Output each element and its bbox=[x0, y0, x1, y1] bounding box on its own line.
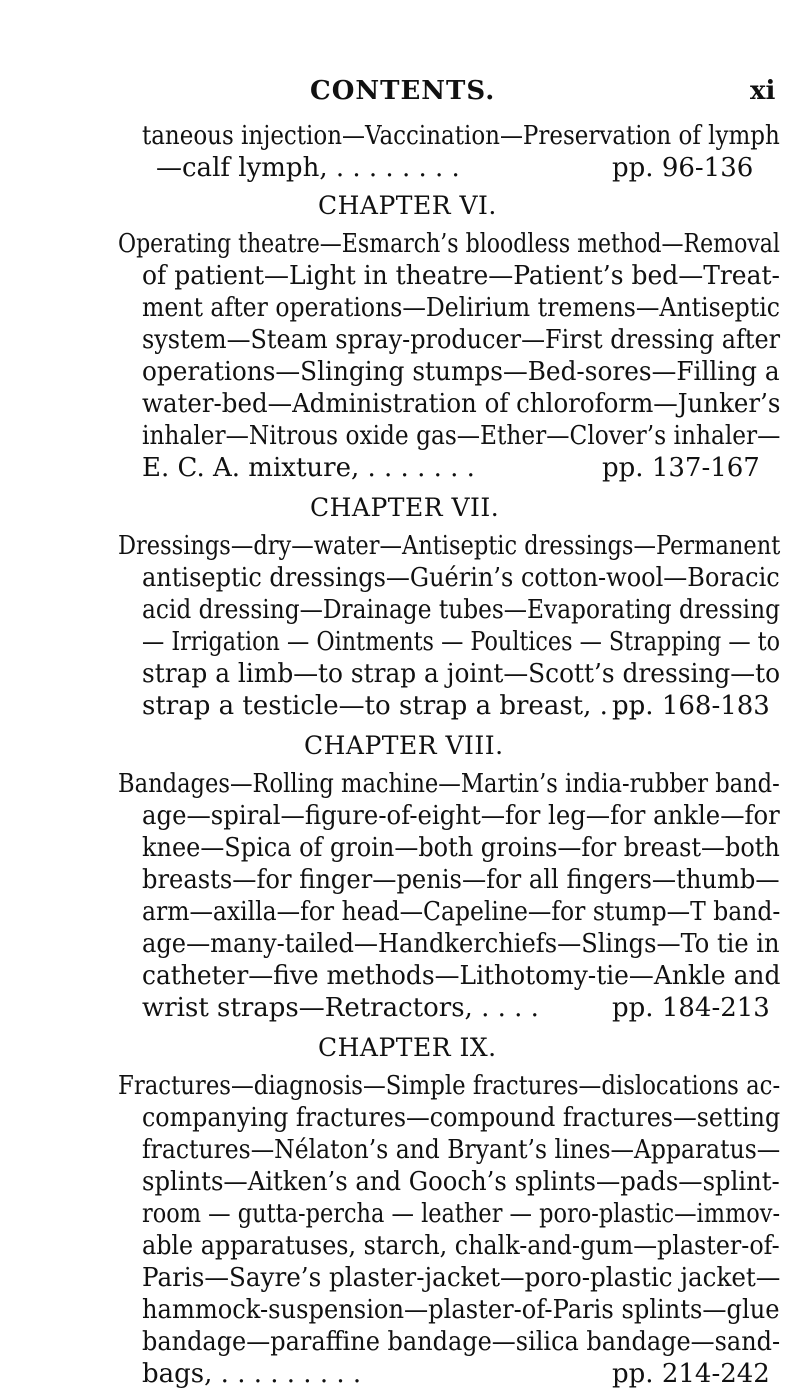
contents-line: —calf lymph, . . . . . . . . bbox=[156, 153, 460, 183]
contents-line: system—Steam spray-producer—First dressing after bbox=[142, 325, 781, 355]
chapter-heading: CHAPTER VII. bbox=[310, 493, 500, 522]
contents-line: inhaler—Nitrous oxide gas—Ether—Clover’s inhaler— bbox=[142, 421, 781, 451]
contents-line: bags, . . . . . . . . . bbox=[142, 1359, 362, 1389]
contents-line: breasts—for finger—penis—for all fingers—thumb— bbox=[142, 865, 780, 895]
contents-line: acid dressing—Drainage tubes—Evaporating dressing bbox=[142, 595, 780, 625]
contents-line: Dressings—dry—water—Antiseptic dressings—Permanent bbox=[118, 531, 781, 561]
page-range: pp. 168-183 bbox=[612, 691, 770, 721]
page-range: pp. 137-167 bbox=[602, 453, 760, 483]
page-header bbox=[0, 76, 800, 116]
contents-line: antiseptic dressings—Guérin’s cotton-wool—Boracic bbox=[142, 563, 780, 593]
contents-line: room — gutta-percha — leather — poro-plastic—immov- bbox=[142, 1199, 781, 1229]
contents-line: strap a testicle—to strap a breast, . . . bbox=[142, 691, 641, 721]
contents-line: knee—Spica of groin—both groins—for breast—both bbox=[142, 833, 780, 863]
contents-line: Bandages—Rolling machine—Martin’s india-rubber band- bbox=[118, 769, 780, 799]
page-range: pp. 96-136 bbox=[612, 153, 754, 183]
contents-line: fractures—Nélaton’s and Bryant’s lines—Apparatus— bbox=[142, 1135, 781, 1165]
chapter-heading: CHAPTER IX. bbox=[318, 1033, 497, 1062]
contents-line: age—many-tailed—Handkerchiefs—Slings—To tie in bbox=[142, 929, 780, 959]
chapter-heading: CHAPTER VI. bbox=[318, 191, 497, 220]
contents-line: taneous injection—Vaccination—Preservation of lymph bbox=[142, 121, 780, 151]
contents-line: able apparatuses, starch, chalk-and-gum—plaster-of- bbox=[142, 1231, 780, 1261]
chapter-heading: CHAPTER VIII. bbox=[304, 731, 504, 760]
contents-line: arm—axilla—for head—Capeline—for stump—T band- bbox=[142, 897, 781, 927]
contents-line: bandage—paraffine bandage—silica bandage—sand- bbox=[142, 1327, 781, 1357]
contents-line: Operating theatre—Esmarch’s bloodless method—Removal bbox=[118, 229, 780, 259]
running-head: CONTENTS. bbox=[310, 76, 496, 106]
contents-line: companying fractures—compound fractures—setting bbox=[142, 1103, 781, 1133]
page-range: pp. 214-242 bbox=[612, 1359, 770, 1389]
contents-line: ment after operations—Delirium tremens—Antiseptic bbox=[142, 293, 780, 323]
contents-line: catheter—five methods—Lithotomy-tie—Ankle and bbox=[142, 961, 781, 991]
contents-line: strap a limb—to strap a joint—Scott’s dressing—to bbox=[142, 659, 781, 689]
contents-line: Fractures—diagnosis—Simple fractures—dislocations ac- bbox=[118, 1071, 781, 1101]
contents-line: splints—Aitken’s and Gooch’s splints—pads—splint- bbox=[142, 1167, 780, 1197]
contents-line: wrist straps—Retractors, . . . . bbox=[142, 993, 539, 1023]
contents-line: Paris—Sayre’s plaster-jacket—poro-plastic jacket— bbox=[142, 1263, 781, 1293]
contents-line: water-bed—Administration of chloroform—Junker’s bbox=[142, 389, 781, 419]
page-range: pp. 184-213 bbox=[612, 993, 770, 1023]
page-number: xi bbox=[750, 76, 776, 106]
contents-line: operations—Slinging stumps—Bed-sores—Filling a bbox=[142, 357, 780, 387]
contents-line: E. C. A. mixture, . . . . . . . bbox=[142, 453, 475, 483]
contents-line: — Irrigation — Ointments — Poultices — Strapping — to bbox=[142, 627, 781, 657]
contents-line: of patient—Light in theatre—Patient’s bed—Treat- bbox=[142, 261, 780, 291]
contents-line: age—spiral—figure-of-eight—for leg—for ankle—for bbox=[142, 801, 780, 831]
contents-line: hammock-suspension—plaster-of-Paris splints—glue bbox=[142, 1295, 780, 1325]
